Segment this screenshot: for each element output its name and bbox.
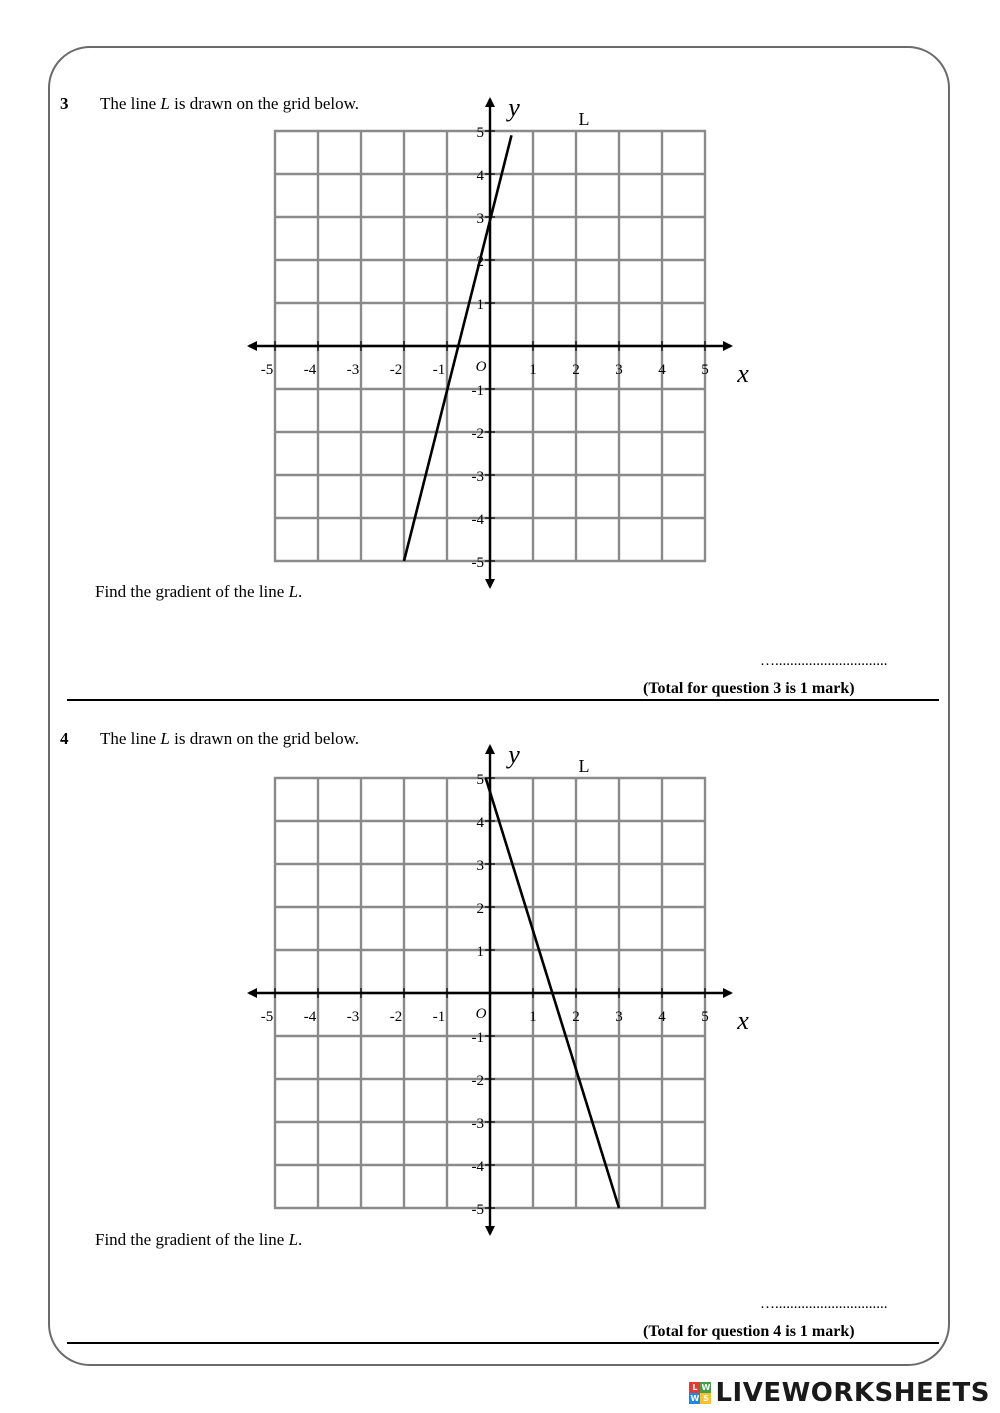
liveworksheets-logo	[689, 1375, 990, 1411]
y-tick-label: -2	[471, 1073, 484, 1089]
instruction-text: .	[298, 582, 303, 601]
x-tick-label: 3	[615, 1009, 623, 1025]
y-tick-label: 1	[476, 297, 484, 313]
x-axis-arrow-left-icon	[247, 988, 257, 998]
x-tick-label: 2	[572, 362, 580, 378]
axes	[247, 744, 733, 1236]
x-tick-label: -5	[260, 362, 274, 378]
series-label: L	[578, 109, 590, 129]
prompt-text: is drawn on the grid below.	[169, 94, 360, 113]
logo-letter: L	[689, 1382, 700, 1393]
y-tick-label: 3	[476, 211, 484, 227]
x-tick-label: 4	[658, 362, 666, 378]
x-tick-label: 4	[658, 1009, 666, 1025]
logo-letter: W	[690, 1394, 700, 1403]
y-tick-label: 4	[476, 168, 484, 184]
question-4-instruction	[95, 1230, 302, 1250]
logo-mark-icon	[689, 1382, 711, 1404]
origin-label: O	[475, 359, 487, 375]
x-tick-label: -4	[303, 362, 317, 378]
x-tick-label: 1	[529, 1009, 537, 1025]
instruction-text: .	[298, 1230, 303, 1249]
question-divider	[67, 1342, 939, 1344]
x-tick-label: -5	[260, 1009, 274, 1025]
y-axis-arrow-up-icon	[485, 744, 495, 754]
question-3-number: 3	[60, 94, 69, 113]
y-tick-label: -3	[471, 1116, 484, 1132]
x-axis-label: x	[737, 359, 749, 388]
x-tick-label: -3	[346, 362, 360, 378]
y-tick-label: -2	[471, 426, 484, 442]
x-tick-label: -2	[389, 1009, 403, 1025]
y-tick-label: -3	[471, 469, 484, 485]
y-tick-label: -1	[471, 1030, 484, 1046]
y-axis-label: y	[508, 93, 520, 122]
y-tick-label: -4	[471, 1159, 484, 1175]
line-variable: L	[160, 729, 170, 748]
y-tick-label: -1	[471, 383, 484, 399]
x-tick-label: -1	[432, 1009, 446, 1025]
question-4-answer-line[interactable]: …..............................	[760, 1296, 888, 1312]
series-label: L	[578, 756, 590, 776]
y-tick-label: -5	[471, 555, 484, 571]
y-tick-label: -5	[471, 1202, 484, 1218]
line-variable: L	[160, 94, 170, 113]
y-axis-label: y	[508, 740, 520, 769]
y-tick-label: 3	[476, 858, 484, 874]
prompt-text: The line	[100, 729, 161, 748]
x-tick-label: -3	[346, 1009, 360, 1025]
x-tick-label: 3	[615, 362, 623, 378]
y-tick-label: 5	[476, 772, 484, 788]
x-tick-label: -1	[432, 362, 446, 378]
y-tick-label: 4	[476, 815, 484, 831]
x-tick-label: -2	[389, 362, 403, 378]
instruction-text: Find the gradient of the line	[95, 1230, 289, 1249]
question-4-total: (Total for question 4 is 1 mark)	[643, 1323, 855, 1340]
prompt-text: The line	[100, 94, 161, 113]
origin-label: O	[475, 1006, 487, 1022]
x-axis-arrow-right-icon	[723, 988, 733, 998]
logo-letter: W	[701, 1383, 711, 1392]
logo-letter: S	[700, 1393, 711, 1404]
x-tick-label: 1	[529, 362, 537, 378]
instruction-text: Find the gradient of the line	[95, 582, 289, 601]
line-variable: L	[288, 582, 299, 601]
line-variable: L	[288, 1230, 299, 1249]
x-tick-label: 5	[701, 1009, 709, 1025]
y-axis-arrow-down-icon	[485, 1226, 495, 1236]
x-tick-label: -4	[303, 1009, 317, 1025]
question-3-total: (Total for question 3 is 1 mark)	[643, 680, 855, 697]
x-axis-label: x	[737, 1006, 749, 1035]
prompt-text: is drawn on the grid below.	[169, 729, 360, 748]
x-tick-label: 2	[572, 1009, 580, 1025]
y-tick-label: -4	[471, 512, 484, 528]
y-tick-label: 2	[476, 254, 484, 270]
tick-labels	[261, 772, 709, 1218]
question-4-number: 4	[60, 729, 69, 748]
x-tick-label: 5	[701, 362, 709, 378]
question-3-answer-line[interactable]: …..............................	[760, 653, 888, 669]
brand-name: LIVEWORKSHEETS	[715, 1378, 990, 1408]
y-tick-label: 1	[476, 944, 484, 960]
y-tick-label: 2	[476, 901, 484, 917]
y-tick-label: 5	[476, 125, 484, 141]
